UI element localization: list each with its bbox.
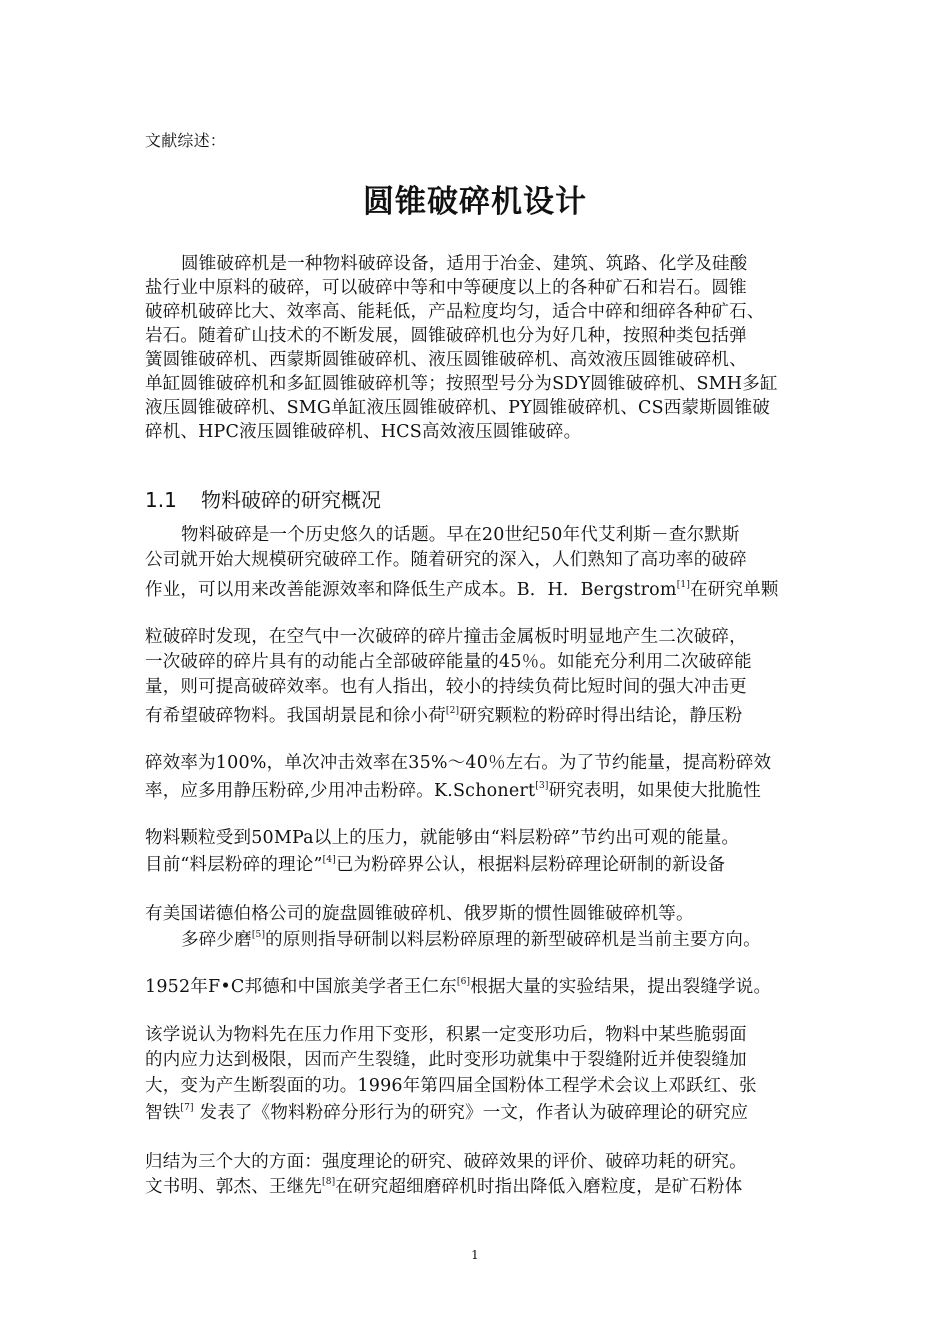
body-line: 目前“料层粉碎的理论”[4]已为粉碎界公认，根据料层粉碎理论研制的新设备 xyxy=(145,855,726,875)
page-number: 1 xyxy=(471,1248,479,1262)
intro-line: 簧圆锥破碎机、西蒙斯圆锥破碎机、液压圆锥破碎机、高效液压圆锥破碎机、 xyxy=(145,350,747,370)
document-title: 圆锥破碎机设计 xyxy=(363,184,587,220)
body-line: 有希望破碎物料。我国胡景昆和徐小荷[2]研究颗粒的粉碎时得出结论，静压粉 xyxy=(145,706,743,726)
citation-ref: [4] xyxy=(322,855,336,865)
citation-ref: [5] xyxy=(251,930,266,940)
body-line: 物料破碎是一个历史悠久的话题。早在20世纪50年代艾利斯－查尔默斯 xyxy=(181,525,740,545)
citation-ref: [1] xyxy=(676,580,691,590)
citation-ref: [3] xyxy=(535,781,549,791)
body-line: 公司就开始大规模研究破碎工作。随着研究的深入，人们熟知了高功率的破碎 xyxy=(145,550,747,570)
body-line: 智铁[7] 发表了《物料粉碎分形行为的研究》一文，作者认为破碎理论的研究应 xyxy=(145,1103,749,1123)
citation-ref: [6] xyxy=(456,977,471,987)
body-line: 有美国诺德伯格公司的旋盘圆锥破碎机、俄罗斯的惯性圆锥破碎机等。 xyxy=(145,904,694,924)
body-line: 率，应多用静压粉碎,少用冲击粉碎。K.Schonert[3]研究表明，如果使大批脆性 xyxy=(145,781,761,801)
section-heading xyxy=(145,487,381,513)
citation-ref: [2] xyxy=(445,706,460,716)
intro-line: 液压圆锥破碎机、SMG单缸液压圆锥破碎机、PY圆锥破碎机、CS西蒙斯圆锥破 xyxy=(145,398,770,418)
section-number: 1.1 xyxy=(145,488,177,512)
body-line: 作业，可以用来改善能源效率和降低生产成本。B．H．Bergstrom[1]在研究单颗 xyxy=(145,580,779,600)
body-line: 的内应力达到极限，因而产生裂缝，此时变形功就集中于裂缝附近并使裂缝加 xyxy=(145,1050,747,1070)
citation-ref: [7] xyxy=(180,1103,194,1113)
intro-line: 圆锥破碎机是一种物料破碎设备，适用于冶金、建筑、筑路、化学及硅酸 xyxy=(181,254,748,274)
body-line: 物料颗粒受到50MPa以上的压力，就能够由“料层粉碎”节约出可观的能量。 xyxy=(145,828,740,848)
intro-line: 盐行业中原料的破碎，可以破碎中等和中等硬度以上的各种矿石和岩石。圆锥 xyxy=(145,278,747,298)
intro-line: 岩石。随着矿山技术的不断发展，圆锥破碎机也分为好几种，按照种类包括弹 xyxy=(145,326,747,346)
body-line: 一次破碎的碎片具有的动能占全部破碎能量的45％。如能充分利用二次破碎能 xyxy=(145,652,752,672)
intro-line: 单缸圆锥破碎机和多缸圆锥破碎机等；按照型号分为SDY圆锥破碎机、SMH多缸 xyxy=(145,374,778,394)
body-line: 大，变为产生断裂面的功。1996年第四届全国粉体工程学术会议上邓跃红、张 xyxy=(145,1076,757,1096)
document-label: 文献综述： xyxy=(145,131,227,150)
intro-line: 碎机、HPC液压圆锥破碎机、HCS高效液压圆锥破碎。 xyxy=(145,422,582,442)
body-line: 归结为三个大的方面：强度理论的研究、破碎效果的评价、破碎功耗的研究。 xyxy=(145,1152,747,1172)
body-line: 1952年F•C邦德和中国旅美学者王仁东[6]根据大量的实验结果，提出裂缝学说。 xyxy=(145,977,772,997)
body-line: 该学说认为物料先在压力作用下变形，积累一定变形功后，物料中某些脆弱面 xyxy=(145,1025,747,1045)
body-line: 碎效率为100%，单次冲击效率在35%～40％左右。为了节约能量，提高粉碎效 xyxy=(145,753,772,773)
body-line: 量，则可提高破碎效率。也有人指出，较小的持续负荷比短时间的强大冲击更 xyxy=(145,677,747,697)
intro-line: 破碎机破碎比大、效率高、能耗低，产品粒度均匀，适合中碎和细碎各种矿石、 xyxy=(145,302,765,322)
body-line: 文书明、郭杰、王继先[8]在研究超细磨碎机时指出降低入磨粒度，是矿石粉体 xyxy=(145,1177,743,1197)
section-title: 物料破碎的研究概况 xyxy=(201,488,381,512)
body-line: 多碎少磨[5]的原则指导研制以料层粉碎原理的新型破碎机是当前主要方向。 xyxy=(181,930,761,950)
body-line: 粒破碎时发现，在空气中一次破碎的碎片撞击金属板时明显地产生二次破碎， xyxy=(145,627,747,647)
citation-ref: [8] xyxy=(322,1177,336,1187)
